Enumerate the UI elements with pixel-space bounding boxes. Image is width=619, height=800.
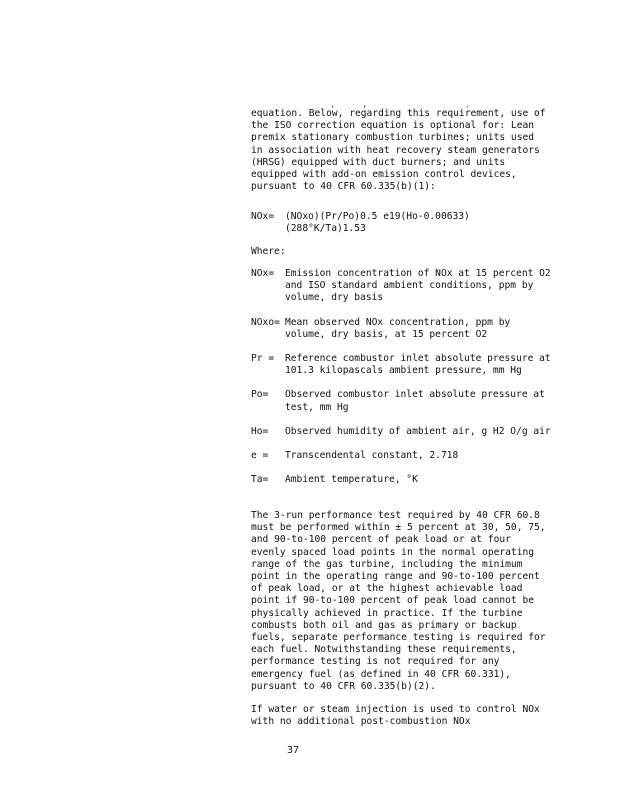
page-number: 37 — [287, 745, 300, 756]
performance-test-text: The 3-run performance test required by 40 CFR 60.8 must be performed within ± 5 percent at 30, 50, 75, and 90-to-100 percent of peak load or at four evenly spaced load points in the normal operating range of the gas turbine, including the minimum point in the operating range and 90-to-100 percent of peak load, or at the highest achievable load point if 90-to-100 percent of peak load cannot be physically achieved in practice. If the turbine combusts both oil and gas as primary or backup fuels, separate performance testing is required for each fuel. Notwithstanding these requirements, performance testing is not required for any emergency fuel (as defined in 40 CFR 60.331), pursuant to 40 CFR 60.335(b)(2). — [251, 510, 552, 692]
definition-item — [251, 389, 551, 413]
definition-symbol: Po= — [251, 389, 269, 401]
definition-symbol: NOxo= — [251, 316, 280, 328]
equation-lhs: NOx= — [251, 211, 275, 222]
water-injection-paragraph — [251, 704, 551, 728]
equation-line-2: (288°K/Ta)1.53 — [285, 223, 366, 235]
iso-equation — [251, 211, 551, 235]
definition-list — [251, 268, 551, 486]
performance-test-paragraph — [251, 510, 551, 693]
intro-text: equation. Below, regarding this requirement, use of the ISO correction equation is optional for: Lean premix stationary combustion turbines; units used in association with heat recovery steam generators (HRSG) equipped with duct burners; and units equipped with add-on emission control devices, pursuant to 40 CFR 60.335(b)(1): — [251, 108, 552, 193]
definition-symbol: Pr = — [251, 353, 275, 365]
definition-text: Ambient temperature, °K — [285, 474, 418, 486]
where-label: Where: — [251, 246, 286, 257]
definition-item — [251, 474, 551, 486]
intro-paragraph — [251, 108, 551, 193]
definition-symbol: NOx= — [251, 268, 275, 279]
water-injection-text: If water or steam injection is used to control NOx with no additional post-combustion NOx — [251, 704, 546, 728]
header-mark: , — [362, 100, 368, 110]
definition-item — [251, 317, 551, 341]
definition-text: Reference combustor inlet absolute pressure at 101.3 kilopascals ambient pressure, mm Hg — [285, 353, 551, 377]
definition-symbol: Ta= — [251, 474, 269, 486]
definition-symbol: e = — [251, 450, 269, 462]
definition-item — [251, 353, 551, 377]
definition-text: Transcendental constant, 2.718 — [285, 450, 459, 462]
equation-line-1: (NOxo)(Pr/Po)0.5 e19(Ho-0.00633) — [285, 211, 470, 222]
definition-text: Emission concentration of NOx at 15 percent O2 and ISO standard ambient conditions, ppm by volume, dry basis — [285, 268, 551, 304]
header-mark: , — [330, 100, 336, 110]
definition-item — [251, 450, 551, 462]
definition-symbol: Ho= — [251, 425, 269, 437]
definition-item — [251, 268, 551, 305]
definition-item — [251, 426, 551, 438]
definition-text: Mean observed NOx concentration, ppm by volume, dry basis, at 15 percent O2 — [285, 316, 511, 340]
definition-text: Observed humidity of ambient air, g H2 O/g air — [285, 425, 551, 437]
definition-text: Observed combustor inlet absolute pressure at test, mm Hg — [285, 389, 545, 413]
header-mark: . — [465, 100, 471, 110]
